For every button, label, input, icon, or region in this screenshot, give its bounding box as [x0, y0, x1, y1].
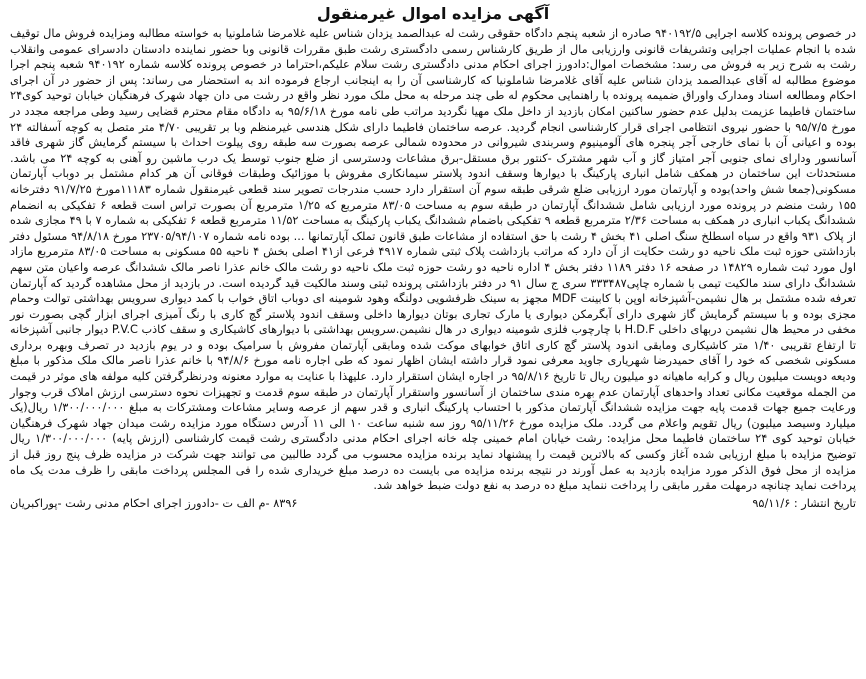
signature-line: ۸۳۹۶ -م الف ت -دادورز اجرای احکام مدنی رشت -پوراکبریان: [10, 496, 298, 510]
notice-body: در خصوص پرونده کلاسه اجرایی ۹۴۰۱۹۲/۵ صادره از شعبه پنجم دادگاه حقوقی رشت له عبدالصمد یزدان شناس علیه غلامرضا شاملونیا به خواسته مطالبه ومزایده فروش مال توقیف شده با انجام عملیات اجرایی وتشریفات قانونی وارزیابی مال از طریق کارشناس رسمی دادگستری رشت طبق مقررات قانونی وبا حضور نماینده دادستان دادسرای عمومی وانقلاب رشت به شرح زیر به فروش می رسد: مشخصات اموال:دادورز اجرای احکام مدنی دادگستری رشت سلام علیکم،احتراما در خصوص پرونده کلاسه شماره ۹۴۰۱۹۲ شعبه پنجم اجرا موضوع مطالبه له آقای عبدالصمد یزدان شناس علیه آقای غلامرضا شاملونیا که کارشناسی آن را به اینجانب ارجاع فرموده اند به استحضار می رساند: پس از حضور در آن اجرای احکام ومطالعه اسناد ومدارک واوراق ضمیمه پرونده با راهنمایی محکوم له طی چند مرحله به محل ملک مورد نظر واقع در رشت می دان جهاد شهرک فرهنگیان خیابان توحید کوی۲۴ ساختمان فاطیما عزیمت بدلیل عدم حضور ساکنین امکان بازدید از داخل ملک مهیا نگردید مراتب طی نامه مورخ ۹۵/۶/۱۸ به دادگاه مقام محترم قضایی رسید وطی مراجعه مجدد در مورخ ۹۵/۷/۵ با حضور نیروی انتظامی اجرای قرار کارشناسی انجام گردید. عرصه ساختمان فاطیما دارای شکل هندسی غیرمنظم وبا بر تقریبی ۴/۷۰ متر متصل به کوچه آسفالته ۲۴ بوده و اعیانی آن با نمای خارجی آجر پنجره های آلومینیوم وسربندی شیروانی در محدوده شمالی عرصه بصورت سه طبقه روی پیلوت احداث با سیستم گرمایش گاز شهری فاقد آسانسور ودارای نمای جنوبی آجر امتیاز گاز و آب شهر مشترک -کنتور برق مستقل-برق مشاعات ودسترسی از ضلع جنوب توسط یک درب ماشین رو آهنی به کوچه ۲۴ می باشد. مستحدثات این ساختمان در همکف شامل انباری پارکینگ با دیوارها وسقف اندود پلاستر سیمانکاری مفروش با موزائیک وطبقات فوقانی آن هر کدام مشتمل بر دوباب آپارتمان مسکونی(جمعا شش واحد)بوده و آپارتمان مورد ارزیابی ضلع شرقی طبقه سوم آن استقرار دارد حسب مندرجات تصویر سند قطعی غیرمنقول شماره ۱۱۱۸۳مورخ ۹۱/۷/۲۵ دفترخانه ۱۵۵ رشت منضم در پرونده مورد ارزیابی شامل ششدانگ آپارتمان در طبقه سوم به مساحت ۸۳/۰۵ مترمربع که ۱/۲۵ مترمربع آن بصورت تراس است قطعه ۶ تفکیکی به انضمام ششدانگ یکباب انباری در همکف به مساحت ۲/۳۶ مترمربع قطعه ۹ تفکیکی باضمام ششدانگ یکباب پارکینگ به مساحت ۱۱/۵۲ مترمربع قطعه ۶ تفکیکی به شماره ۷ با ۴۹ مجازی شده از پلاک ۹۳۱ واقع در سیاه اسطلخ سنگ اصلی ۴۱ بخش ۴ رشت با حق استفاده از مشاعات طبق قانون تملک آپارتمانها ... بوده نامه شماره ۲۳۷۰۵/۹۴/۱۰۷ مورخ ۹۴/۸/۱۸ مسئول دفتر بازداشتی حوزه ثبت ملک ناحیه دو رشت حکایت از آن دارد که مراتب بازداشت پلاک ثبتی شماره ۴۹۱۷ فرعی از۴۱ اصلی بخش ۴ ناحیه ۵۵ مسکونی به مساحت ۸۳/۰۵ مترمربع مازاد اول مورد ثبت شماره ۱۴۸۲۹ در صفحه ۱۶ دفتر ۱۱۸۹ دفتر بخش ۴ اداره ناحیه دو رشت حوزه ثبت ملک ناحیه دو رشت مالک خانم عذرا ناصر مالک ششدانگ عرصه واعیان متن سهم ششدانگ دارای سند مالکیت تیمی با شماره چاپی۳۳۳۴۸۷ سری ج سال ۹۱ در دفتر بازداشتی پرونده ثبتی وسند مالکیت قید گردیده است. در بازدید از محل مشاهده گردید که آپارتمان تعرفه شده مشتمل بر هال نشیمن-آشپزخانه اوپن با کابینت MDF مجهز به سینک ظرفشویی دولنگه وهود شومینه ای دوباب اتاق خواب با کمد دیواری سرویس بهداشتی توالت وحمام مجزی بوده و با سیستم گرمایش گاز شهری دارای آبگرمکن دیواری یا مارک تجاری بوتان دیوارها داخلی وسقف اندود پلاستر گچ کاری با رنگ آمیزی اجرای ابزار گچی بصورت نور مخفی در محیط هال نشیمن دربهای داخلی H.D.F با چارچوب فلزی شومینه دیواری در هال نشیمن.سرویس بهداشتی با دیوارهای کاشیکاری و سقف کاذب P.V.C دیوار جانبی آشپزخانه تا ارتفاع تقریبی ۱/۴۰ متر کاشیکاری ومابقی اندود پلاستر گچ کاری اتاق خوابهای موکت شده ومابقی آپارتمان مفروش با سرامیک بوده و در یوم بازدید در تصرف وبهره برداری مسکونی شخصی که خود را آقای حمیدرضا شهریاری جاوید معرفی نمود قرار داشته ایشان اظهار نمود که طی اجاره نامه مورخ ۹۴/۸/۶ با خانم عذرا ناصر مالک ملک مذکور با مبلغ ودیعه دویست میلیون ریال و کرایه ماهیانه دو میلیون ریال تا تاریخ ۹۵/۸/۱۶ در اجاره ایشان استقرار دارد. علیهذا با عنایت به موارد معنونه ودرنظرگرفتن کلیه مولفه های موثر در قیمت من الجمله موقعیت مکانی تعداد واحدهای آپارتمان عدم بهره مندی ساختمان از آسانسور واستقرار آپارتمان در طبقه سوم قدمت و تجهیزات نحوه دسترسی ارزش املاک قرب وجوار ورعایت جمیع جهات قدمت پایه جهت مزایده ششدانگ آپارتمان مذکور با احتساب پارکینگ انباری و قدر سهم از عرصه وسایر مشاعات ومشترکات به مبلغ ۱/۳۰۰/۰۰۰/۰۰۰ ریال(یک میلیارد وسیصد میلیون) ریال تقویم واعلام می گردد. ملک مزایده مورخ ۹۵/۱۱/۲۶ روز سه شنبه ساعت ۱۰ الی ۱۱ آدرس دستگاه مورد مزایده رشت میدان جهاد شهرک فرهنگیان خیابان توحید کوی ۲۴ ساختمان فاطیما محل مزایده: رشت خیابان امام خمینی چله خانه اجرای احکام مدنی دادگستری رشت قیمت کارشناسی (ارزش پایه) ۱/۳۰۰/۰۰۰/۰۰۰ ریال توضیح مزایده با مبلغ ارزیابی شده آغاز وکسی که بالاترین قیمت را پیشنهاد نماید برنده مزایده محسوب می گردد طالبین می توانند جهت شرکت در مزایده ظرف پنج روز قبل از مزایده از محل فوق الذکر مورد مزایده بازدید به عمل آورند در نتیجه برنده مزایده می بایست ده درصد مبلغ خریداری شده را فی المجلس پرداخت مابقی را ظرف مدت یک ماه پرداخت نماید چنانچه درمهلت مقرر مابقی را پرداخت ننماید مبلغ ده درصد به نفع دولت ضبط خواهد شد.: [10, 27, 857, 493]
notice-title: آگهی مزایده اموال غیرمنقول: [316, 4, 550, 23]
publish-date: تاریخ انتشار : ۹۵/۱۱/۶: [752, 496, 856, 510]
notice-footer: [10, 496, 856, 511]
